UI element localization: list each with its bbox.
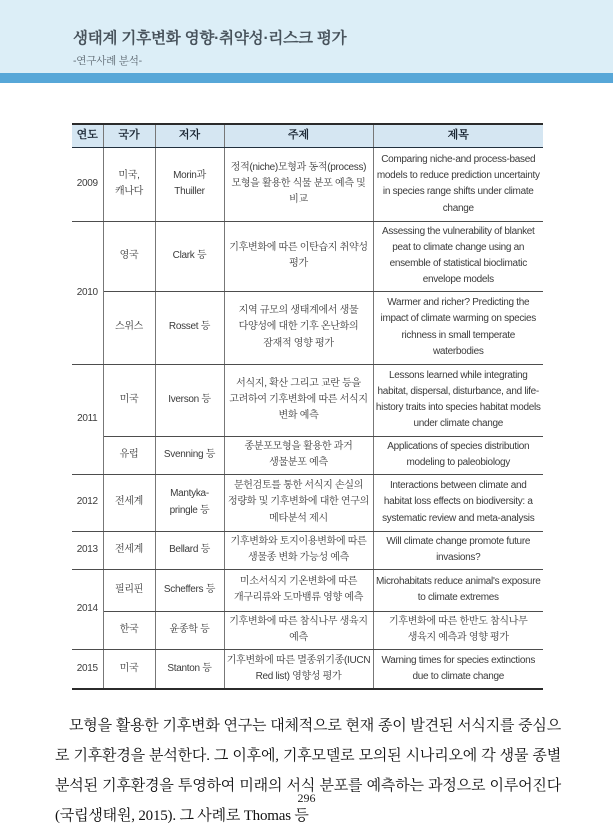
year-cell: 2012 (72, 474, 103, 531)
title-cell: Microhabitats reduce animal's exposure to climate extremes (373, 569, 543, 611)
country-cell: 미국 (103, 649, 155, 689)
topic-cell: 정적(niche)모형과 동적(process)모형을 활용한 식물 분포 예측 및 비교 (224, 147, 373, 221)
country-cell: 전세계 (103, 531, 155, 569)
table-row (72, 221, 543, 291)
year-cell: 2010 (72, 221, 103, 364)
title-cell: Warning times for species extinctions due to climate change (373, 649, 543, 689)
topic-cell: 기후변화에 따른 멸종위기종(IUCN Red list) 영향성 평가 (224, 649, 373, 689)
author-cell: Mantyka-pringle 등 (155, 474, 224, 531)
body-paragraph: 모형을 활용한 기후변화 연구는 대체적으로 현재 종이 발견된 서식지를 중심으로 기후환경을 분석한다. 그 이후에, 기후모델로 모의된 시나리오에 각 생물 종별 분석된 기후환경을 투영하여 미래의 서식 분포를 예측하는 과정으로 이루어진다(국립생태원, 2015). 그 사례로 Thomas 등 (55, 718, 561, 825)
title-cell: Applications of species distribution modeling to paleobiology (373, 436, 543, 474)
table-row (72, 147, 543, 221)
author-cell: 윤종학 등 (155, 611, 224, 649)
table-row (72, 364, 543, 436)
year-cell: 2011 (72, 364, 103, 474)
author-cell: Scheffers 등 (155, 569, 224, 611)
table-row (72, 474, 543, 531)
author-cell: Bellard 등 (155, 531, 224, 569)
author-cell: Rosset 등 (155, 291, 224, 364)
topic-cell: 서식지, 확산 그리고 교란 등을 고려하여 기후변화에 따른 서식지 변화 예측 (224, 364, 373, 436)
country-cell: 영국 (103, 221, 155, 291)
page-title: 생태계 기후변화 영향·취약성·리스크 평가 (73, 30, 347, 47)
author-cell: Svenning 등 (155, 436, 224, 474)
author-cell: Stanton 등 (155, 649, 224, 689)
author-cell: Iverson 등 (155, 364, 224, 436)
title-cell: Interactions between climate and habitat loss effects on biodiversity: a systematic review and meta-analysis (373, 474, 543, 531)
page-subtitle: -연구사례 분석- (73, 54, 142, 67)
country-cell: 스위스 (103, 291, 155, 364)
country-cell: 미국 (103, 364, 155, 436)
author-cell: Clark 등 (155, 221, 224, 291)
country-cell: 미국, 캐나다 (103, 147, 155, 221)
table-row (72, 649, 543, 689)
col-header-topic: 주제 (224, 124, 373, 147)
topic-cell: 기후변화에 따른 이탄습지 취약성 평가 (224, 221, 373, 291)
table-row (72, 531, 543, 569)
table-header-row (72, 124, 543, 147)
table-row (72, 291, 543, 364)
country-cell: 필리핀 (103, 569, 155, 611)
research-case-table (72, 123, 543, 690)
year-cell: 2015 (72, 649, 103, 689)
country-cell: 유럽 (103, 436, 155, 474)
topic-cell: 지역 규모의 생태계에서 생물 다양성에 대한 기후 온난화의 잠재적 영향 평가 (224, 291, 373, 364)
year-cell: 2014 (72, 569, 103, 649)
year-cell: 2009 (72, 147, 103, 221)
col-header-author: 저자 (155, 124, 224, 147)
country-cell: 전세계 (103, 474, 155, 531)
col-header-title: 제목 (373, 124, 543, 147)
page-number: 296 (297, 791, 316, 805)
col-header-year: 연도 (72, 124, 103, 147)
col-header-country: 국가 (103, 124, 155, 147)
topic-cell: 기후변화에 따른 참식나무 생육지 예측 (224, 611, 373, 649)
topic-cell: 종분포모형을 활용한 과거 생물분포 예측 (224, 436, 373, 474)
table-row (72, 436, 543, 474)
country-cell: 한국 (103, 611, 155, 649)
title-cell: Lessons learned while integrating habitat, dispersal, disturbance, and life-history traits into species habitat models under climate change (373, 364, 543, 436)
table-row (72, 611, 543, 649)
header-accent-bar (0, 73, 613, 83)
topic-cell: 기후변화와 토지이용변화에 따른 생물종 변화 가능성 예측 (224, 531, 373, 569)
title-cell: Warmer and richer? Predicting the impact of climate warming on species richness in small temperate waterbodies (373, 291, 543, 364)
table-row (72, 569, 543, 611)
year-cell: 2013 (72, 531, 103, 569)
topic-cell: 문헌검토를 통한 서식지 손실의 정량화 및 기후변화에 대한 연구의 메타분석 제시 (224, 474, 373, 531)
title-cell: Will climate change promote future invasions? (373, 531, 543, 569)
title-cell: Comparing niche-and process-based models to reduce prediction uncertainty in species range shifts under climate change (373, 147, 543, 221)
title-cell: Assessing the vulnerability of blanket peat to climate change using an ensemble of statistical bioclimatic envelope models (373, 221, 543, 291)
title-cell: 기후변화에 따른 한반도 참식나무 생육지 예측과 영향 평가 (373, 611, 543, 649)
page-header (0, 0, 613, 73)
author-cell: Morin과 Thuiller (155, 147, 224, 221)
topic-cell: 미소서식지 기온변화에 따른 개구리류와 도마뱀류 영향 예측 (224, 569, 373, 611)
